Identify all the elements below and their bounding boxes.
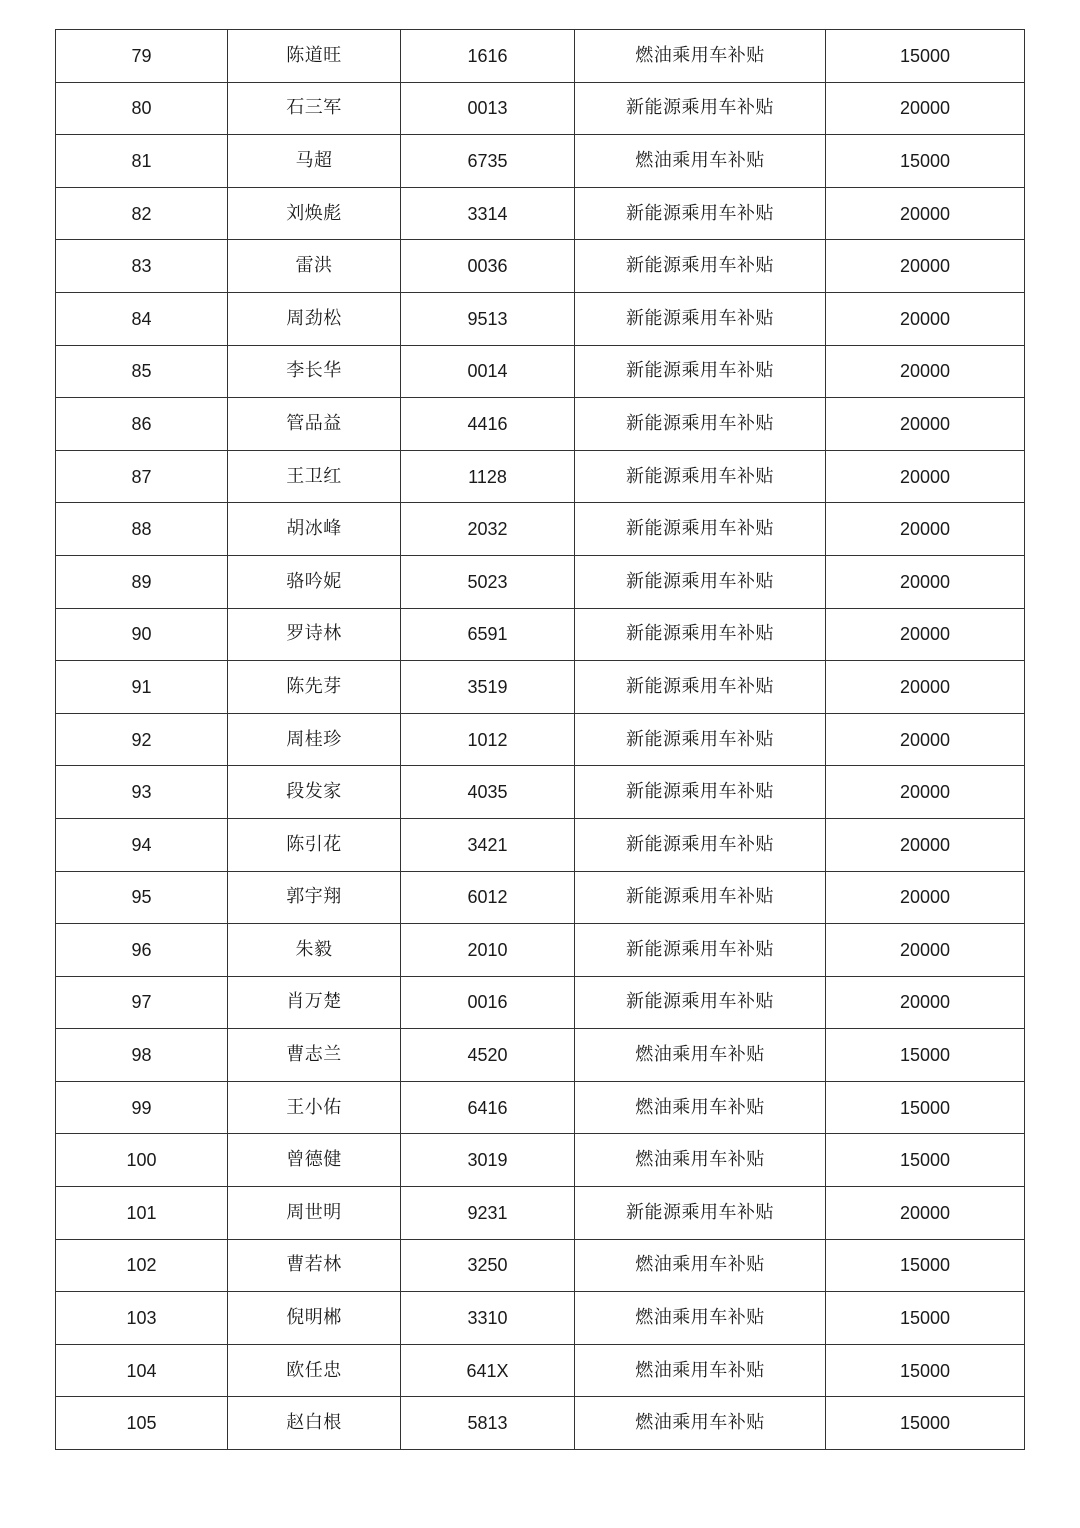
recipient-name-cell: 陈先芽 <box>228 661 401 714</box>
recipient-name-cell: 周桂珍 <box>228 713 401 766</box>
recipient-name-cell: 陈引花 <box>228 818 401 871</box>
subsidy-type-cell: 燃油乘用车补贴 <box>575 1239 826 1292</box>
table-row <box>56 766 1025 819</box>
recipient-name-cell: 骆吟妮 <box>228 555 401 608</box>
recipient-name-cell: 王小佑 <box>228 1081 401 1134</box>
subsidy-type-cell: 燃油乘用车补贴 <box>575 1134 826 1187</box>
row-number-cell: 90 <box>56 608 228 661</box>
id-suffix-cell: 0014 <box>401 345 575 398</box>
subsidy-type-cell: 新能源乘用车补贴 <box>575 240 826 293</box>
row-number-cell: 96 <box>56 924 228 977</box>
row-number-cell: 84 <box>56 292 228 345</box>
subsidy-amount-cell: 20000 <box>826 503 1025 556</box>
recipient-name-cell: 石三军 <box>228 82 401 135</box>
id-suffix-cell: 0036 <box>401 240 575 293</box>
table-row <box>56 818 1025 871</box>
table-row <box>56 292 1025 345</box>
row-number-cell: 97 <box>56 976 228 1029</box>
subsidy-amount-cell: 20000 <box>826 871 1025 924</box>
recipient-name-cell: 马超 <box>228 135 401 188</box>
table-row <box>56 713 1025 766</box>
recipient-name-cell: 赵白根 <box>228 1397 401 1450</box>
id-suffix-cell: 3019 <box>401 1134 575 1187</box>
subsidy-amount-cell: 20000 <box>826 398 1025 451</box>
id-suffix-cell: 2032 <box>401 503 575 556</box>
id-suffix-cell: 3310 <box>401 1292 575 1345</box>
row-number-cell: 101 <box>56 1187 228 1240</box>
id-suffix-cell: 3421 <box>401 818 575 871</box>
recipient-name-cell: 周世明 <box>228 1187 401 1240</box>
row-number-cell: 86 <box>56 398 228 451</box>
subsidy-amount-cell: 20000 <box>826 608 1025 661</box>
subsidy-amount-cell: 20000 <box>826 345 1025 398</box>
subsidy-type-cell: 新能源乘用车补贴 <box>575 608 826 661</box>
recipient-name-cell: 曾德健 <box>228 1134 401 1187</box>
subsidy-type-cell: 燃油乘用车补贴 <box>575 135 826 188</box>
row-number-cell: 95 <box>56 871 228 924</box>
subsidy-amount-cell: 20000 <box>826 555 1025 608</box>
subsidy-type-cell: 新能源乘用车补贴 <box>575 818 826 871</box>
id-suffix-cell: 0016 <box>401 976 575 1029</box>
row-number-cell: 83 <box>56 240 228 293</box>
row-number-cell: 93 <box>56 766 228 819</box>
table-row <box>56 924 1025 977</box>
table-row <box>56 450 1025 503</box>
subsidy-amount-cell: 20000 <box>826 766 1025 819</box>
id-suffix-cell: 4416 <box>401 398 575 451</box>
table-row <box>56 82 1025 135</box>
subsidy-type-cell: 新能源乘用车补贴 <box>575 924 826 977</box>
row-number-cell: 100 <box>56 1134 228 1187</box>
subsidy-type-cell: 新能源乘用车补贴 <box>575 661 826 714</box>
id-suffix-cell: 3314 <box>401 187 575 240</box>
subsidy-amount-cell: 20000 <box>826 818 1025 871</box>
id-suffix-cell: 4520 <box>401 1029 575 1082</box>
row-number-cell: 99 <box>56 1081 228 1134</box>
subsidy-amount-cell: 15000 <box>826 1134 1025 1187</box>
recipient-name-cell: 陈道旺 <box>228 30 401 83</box>
subsidy-type-cell: 新能源乘用车补贴 <box>575 292 826 345</box>
subsidy-amount-cell: 20000 <box>826 924 1025 977</box>
subsidy-type-cell: 燃油乘用车补贴 <box>575 1397 826 1450</box>
table-row <box>56 1029 1025 1082</box>
row-number-cell: 98 <box>56 1029 228 1082</box>
id-suffix-cell: 1616 <box>401 30 575 83</box>
subsidy-amount-cell: 15000 <box>826 135 1025 188</box>
subsidy-type-cell: 新能源乘用车补贴 <box>575 871 826 924</box>
document-page <box>55 29 1024 1450</box>
id-suffix-cell: 6416 <box>401 1081 575 1134</box>
subsidy-type-cell: 新能源乘用车补贴 <box>575 555 826 608</box>
table-row <box>56 1239 1025 1292</box>
recipient-name-cell: 王卫红 <box>228 450 401 503</box>
id-suffix-cell: 3250 <box>401 1239 575 1292</box>
id-suffix-cell: 6591 <box>401 608 575 661</box>
recipient-name-cell: 雷洪 <box>228 240 401 293</box>
subsidy-type-cell: 新能源乘用车补贴 <box>575 187 826 240</box>
subsidy-type-cell: 新能源乘用车补贴 <box>575 82 826 135</box>
subsidy-amount-cell: 20000 <box>826 187 1025 240</box>
row-number-cell: 85 <box>56 345 228 398</box>
table-row <box>56 240 1025 293</box>
subsidy-type-cell: 新能源乘用车补贴 <box>575 345 826 398</box>
table-row <box>56 345 1025 398</box>
subsidy-amount-cell: 20000 <box>826 1187 1025 1240</box>
subsidy-type-cell: 燃油乘用车补贴 <box>575 1081 826 1134</box>
row-number-cell: 81 <box>56 135 228 188</box>
recipient-name-cell: 曹若林 <box>228 1239 401 1292</box>
row-number-cell: 104 <box>56 1344 228 1397</box>
table-row <box>56 1081 1025 1134</box>
table-row <box>56 1292 1025 1345</box>
row-number-cell: 82 <box>56 187 228 240</box>
subsidy-amount-cell: 20000 <box>826 450 1025 503</box>
id-suffix-cell: 3519 <box>401 661 575 714</box>
subsidy-amount-cell: 20000 <box>826 661 1025 714</box>
table-row <box>56 608 1025 661</box>
subsidy-amount-cell: 20000 <box>826 713 1025 766</box>
subsidy-type-cell: 新能源乘用车补贴 <box>575 503 826 556</box>
table-body <box>56 30 1025 1450</box>
subsidy-amount-cell: 15000 <box>826 1081 1025 1134</box>
recipient-name-cell: 胡冰峰 <box>228 503 401 556</box>
id-suffix-cell: 9513 <box>401 292 575 345</box>
recipient-name-cell: 周劲松 <box>228 292 401 345</box>
subsidy-amount-cell: 15000 <box>826 1239 1025 1292</box>
row-number-cell: 80 <box>56 82 228 135</box>
id-suffix-cell: 6012 <box>401 871 575 924</box>
recipient-name-cell: 李长华 <box>228 345 401 398</box>
subsidy-amount-cell: 20000 <box>826 240 1025 293</box>
row-number-cell: 91 <box>56 661 228 714</box>
id-suffix-cell: 9231 <box>401 1187 575 1240</box>
table-row <box>56 1187 1025 1240</box>
id-suffix-cell: 0013 <box>401 82 575 135</box>
id-suffix-cell: 5813 <box>401 1397 575 1450</box>
row-number-cell: 89 <box>56 555 228 608</box>
table-row <box>56 871 1025 924</box>
subsidy-type-cell: 新能源乘用车补贴 <box>575 766 826 819</box>
id-suffix-cell: 1012 <box>401 713 575 766</box>
subsidy-type-cell: 新能源乘用车补贴 <box>575 1187 826 1240</box>
recipient-name-cell: 刘焕彪 <box>228 187 401 240</box>
row-number-cell: 92 <box>56 713 228 766</box>
recipient-name-cell: 罗诗林 <box>228 608 401 661</box>
recipient-name-cell: 管品益 <box>228 398 401 451</box>
subsidy-amount-cell: 15000 <box>826 1029 1025 1082</box>
recipient-name-cell: 倪明郴 <box>228 1292 401 1345</box>
recipient-name-cell: 曹志兰 <box>228 1029 401 1082</box>
subsidy-type-cell: 新能源乘用车补贴 <box>575 450 826 503</box>
id-suffix-cell: 6735 <box>401 135 575 188</box>
subsidy-amount-cell: 15000 <box>826 1292 1025 1345</box>
id-suffix-cell: 2010 <box>401 924 575 977</box>
subsidy-type-cell: 新能源乘用车补贴 <box>575 976 826 1029</box>
recipient-name-cell: 段发家 <box>228 766 401 819</box>
subsidy-amount-cell: 15000 <box>826 30 1025 83</box>
table-row <box>56 30 1025 83</box>
subsidy-amount-cell: 15000 <box>826 1397 1025 1450</box>
row-number-cell: 102 <box>56 1239 228 1292</box>
recipient-name-cell: 欧任忠 <box>228 1344 401 1397</box>
row-number-cell: 103 <box>56 1292 228 1345</box>
subsidy-table <box>55 29 1025 1450</box>
subsidy-amount-cell: 20000 <box>826 82 1025 135</box>
table-row <box>56 976 1025 1029</box>
table-row <box>56 503 1025 556</box>
id-suffix-cell: 5023 <box>401 555 575 608</box>
subsidy-amount-cell: 20000 <box>826 292 1025 345</box>
table-row <box>56 398 1025 451</box>
recipient-name-cell: 郭宇翔 <box>228 871 401 924</box>
subsidy-type-cell: 燃油乘用车补贴 <box>575 1292 826 1345</box>
subsidy-type-cell: 燃油乘用车补贴 <box>575 1344 826 1397</box>
row-number-cell: 94 <box>56 818 228 871</box>
row-number-cell: 88 <box>56 503 228 556</box>
subsidy-type-cell: 燃油乘用车补贴 <box>575 30 826 83</box>
subsidy-amount-cell: 15000 <box>826 1344 1025 1397</box>
table-row <box>56 555 1025 608</box>
recipient-name-cell: 肖万楚 <box>228 976 401 1029</box>
id-suffix-cell: 1128 <box>401 450 575 503</box>
table-row <box>56 1344 1025 1397</box>
id-suffix-cell: 641X <box>401 1344 575 1397</box>
table-row <box>56 1134 1025 1187</box>
row-number-cell: 87 <box>56 450 228 503</box>
subsidy-amount-cell: 20000 <box>826 976 1025 1029</box>
subsidy-type-cell: 新能源乘用车补贴 <box>575 398 826 451</box>
table-row <box>56 187 1025 240</box>
subsidy-type-cell: 新能源乘用车补贴 <box>575 713 826 766</box>
recipient-name-cell: 朱毅 <box>228 924 401 977</box>
subsidy-type-cell: 燃油乘用车补贴 <box>575 1029 826 1082</box>
table-row <box>56 661 1025 714</box>
id-suffix-cell: 4035 <box>401 766 575 819</box>
row-number-cell: 105 <box>56 1397 228 1450</box>
row-number-cell: 79 <box>56 30 228 83</box>
table-row <box>56 135 1025 188</box>
table-row <box>56 1397 1025 1450</box>
